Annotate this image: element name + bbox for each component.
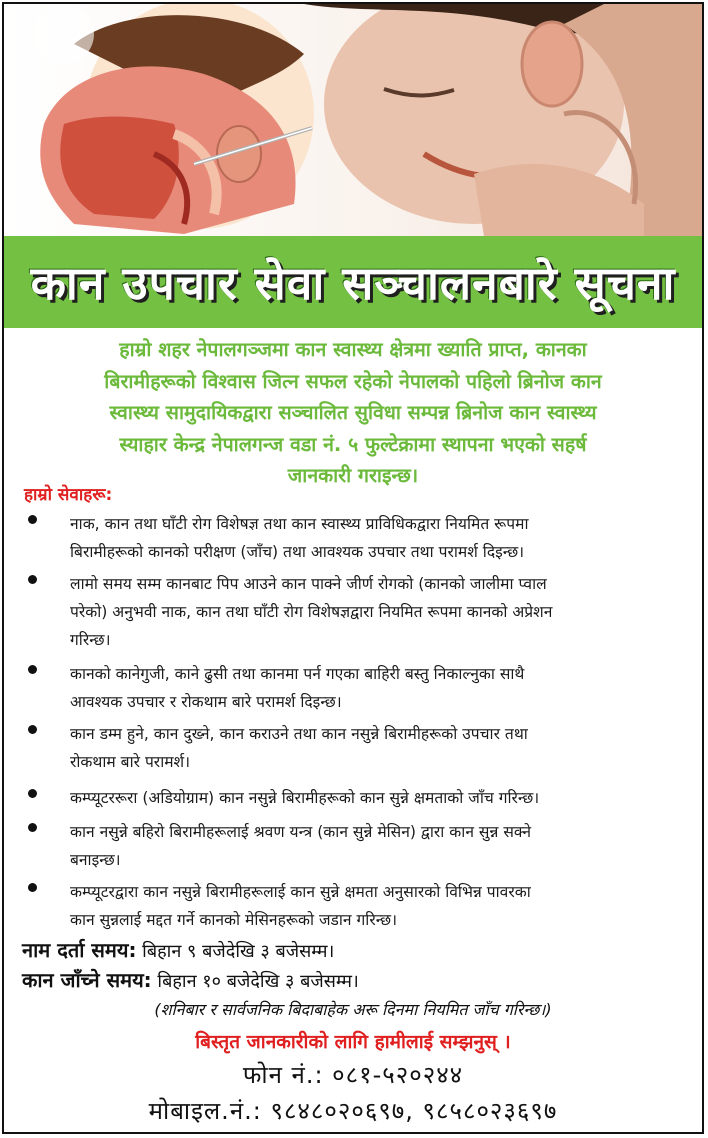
- checkup-time: [22, 966, 359, 993]
- intro-line: बिरामीहरूको विश्वास जित्न सफल रहेको नेपालको पहिलो ब्रिनोज कान: [104, 369, 602, 393]
- service-line: नाक, कान तथा घाँटी रोग विशेषज्ञ तथा कान स्वास्थ्य प्राविधिकद्वारा नियमित रूपमा: [70, 515, 529, 533]
- registration-time: [22, 936, 334, 963]
- service-line: कम्प्यूटरद्वारा कान नसुन्ने बिरामीहरूलाई कान सुन्ने क्षमता अनुसारको विभिन्न पावरका: [70, 883, 531, 901]
- bullet-icon: [28, 575, 37, 584]
- service-line: गरिन्छ।: [70, 631, 111, 649]
- intro-line: स्याहार केन्द्र नेपालगन्ज वडा नं. ५ फुल्टेक्रामा स्थापना भएको सहर्ष: [119, 432, 587, 456]
- intro-line: जानकारी गराइन्छ।: [287, 464, 419, 487]
- notice-poster: [2, 2, 704, 1134]
- intro-line: हाम्रो शहर नेपालगञ्जमा कान स्वास्थ्य क्षेत्रमा ख्याति प्राप्त, कानका: [119, 338, 587, 361]
- bullet-icon: [28, 515, 37, 524]
- service-line: परेको) अनुभवी नाक, कान तथा घाँटी रोग विशेषज्ञद्वारा नियमित रूपमा कानको अप्रेशन: [70, 603, 553, 621]
- hero-illustration: [4, 4, 702, 236]
- title-banner: [4, 236, 702, 328]
- service-line: बनाइन्छ।: [70, 851, 121, 869]
- service-line: बिरामीहरूको कानको परीक्षण (जाँच) तथा आवश्यक उपचार तथा परामर्श दिइन्छ।: [70, 543, 525, 561]
- service-line: आवश्यक उपचार र रोकथाम बारे परामर्श दिइन्छ।: [70, 693, 342, 711]
- bullet-icon: [28, 823, 37, 832]
- service-line: कान सुन्नलाई मद्दत गर्ने कानको मेसिनहरूको जडान गरिन्छ।: [70, 911, 398, 929]
- service-line: कान डम्म हुने, कान दुख्ने, कान कराउने तथा कान नसुन्ने बिरामीहरूको उपचार तथा: [70, 725, 528, 743]
- bullet-icon: [28, 665, 37, 674]
- service-line: कम्प्यूटररूरा (अडियोग्राम) कान नसुन्ने बिरामीहरूको कान सुन्ने क्षमताको जाँच गरिन्छ।: [70, 789, 540, 807]
- phone-number: फोन नं.: ०८१-५२०२४४: [242, 1061, 464, 1089]
- bullet-icon: [28, 725, 37, 734]
- intro-paragraph: [18, 334, 688, 492]
- page-title: कान उपचार सेवा सञ्चालनबारे सूचना: [30, 256, 676, 310]
- services-heading: हाम्रो सेवाहरू:: [24, 485, 113, 505]
- checkup-time-label: कान जाँच्ने समय:: [22, 968, 152, 992]
- checkup-time-value: बिहान १० बजेदेखि ३ बजेसम्म।: [151, 971, 359, 992]
- intro-line: स्वास्थ्य सामुदायिकद्वारा सञ्चालित सुविधा सम्पन्न ब्रिनोज कान स्वास्थ्य: [109, 401, 597, 424]
- service-line: लामो समय सम्म कानबाट पिप आउने कान पाक्ने जीर्ण रोगको (कानको जालीमा प्वाल: [70, 575, 547, 593]
- bullet-icon: [28, 883, 37, 892]
- bullet-icon: [28, 789, 37, 798]
- mobile-numbers: मोबाइल.नं.: ९८४८०२०६९७, ९८५८०२३६९७: [148, 1097, 558, 1125]
- service-line: रोकथाम बारे परामर्श।: [70, 753, 191, 771]
- registration-time-value: बिहान ९ बजेदेखि ३ बजेसम्म।: [136, 941, 335, 962]
- ear-care-illustration: [4, 4, 702, 236]
- service-line: कान नसुन्ने बहिरो बिरामीहरूलाई श्रवण यन्त्र (कान सुन्ने मेसिन) द्वारा कान सुन्न सक्ने: [70, 823, 532, 841]
- contact-call: बिस्तृत जानकारीको लागि हामीलाई सम्झनुस् ।: [195, 1031, 511, 1053]
- holiday-note: (शनिबार र सार्वजनिक बिदाबाहेक अरू दिनमा नियमित जाँच गरिन्छ।): [154, 1000, 552, 1019]
- service-line: कानको कानेगुजी, काने ढुसी तथा कानमा पर्न गएका बाहिरी बस्तु निकाल्नुका साथै: [70, 665, 525, 683]
- registration-time-label: नाम दर्ता समय:: [22, 938, 137, 962]
